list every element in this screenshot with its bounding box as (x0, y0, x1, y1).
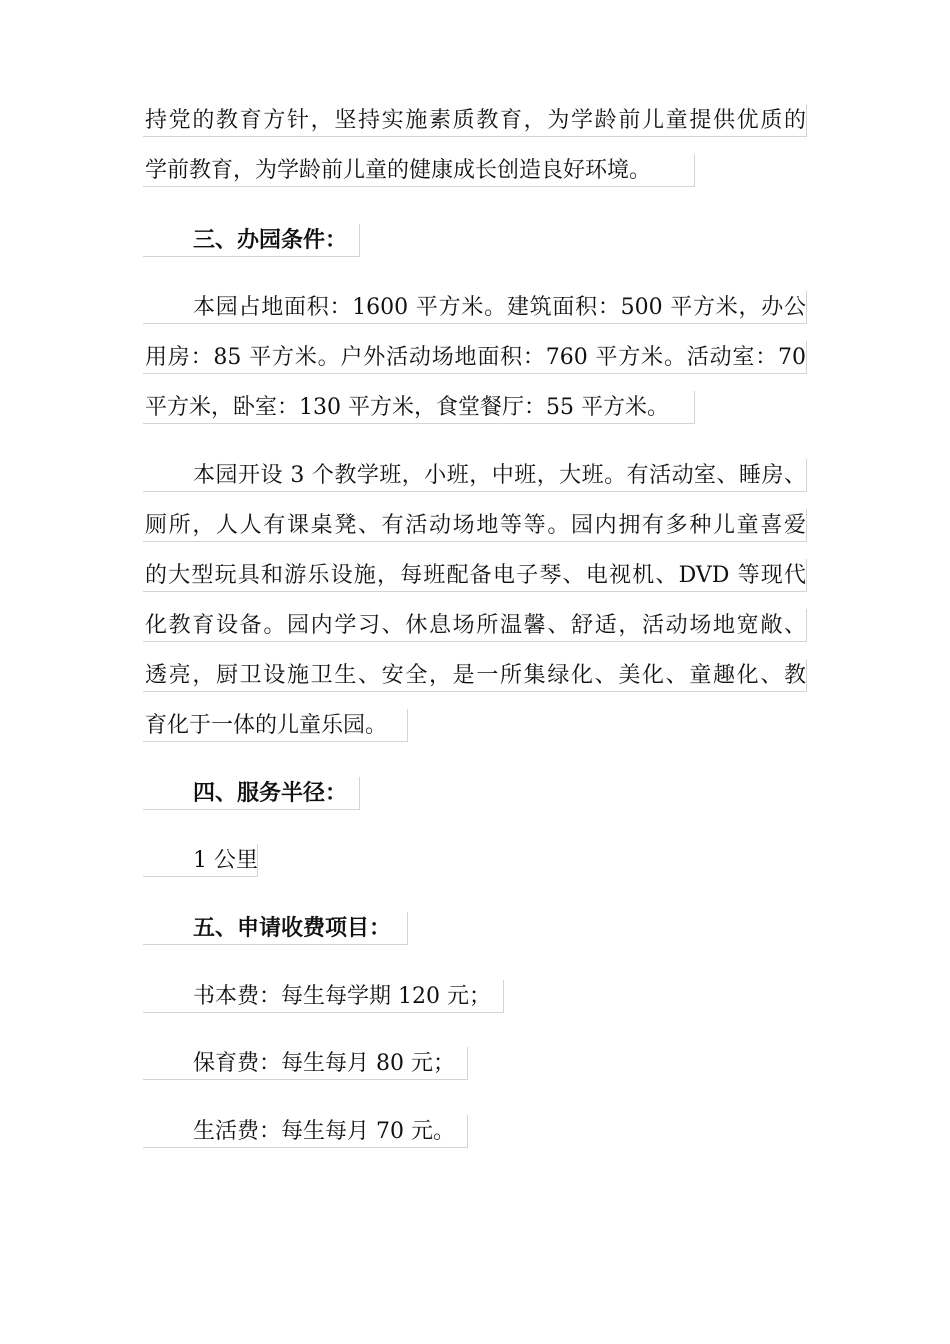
section-heading: 三、办园条件： (143, 224, 360, 257)
paragraph-line: 平方米，卧室：130 平方米，食堂餐厅：55 平方米。 (143, 391, 695, 424)
fee-item: 保育费：每生每月 80 元； (143, 1047, 468, 1080)
paragraph-line: 化教育设备。园内学习、休息场所温馨、舒适，活动场地宽敞、 (143, 609, 807, 642)
paragraph-line: 本园开设 3 个教学班，小班，中班，大班。有活动室、睡房、 (143, 459, 807, 492)
section-heading: 四、服务半径： (143, 777, 360, 810)
paragraph-line: 的大型玩具和游乐设施，每班配备电子琴、电视机、DVD 等现代 (143, 559, 807, 592)
fee-item: 生活费：每生每月 70 元。 (143, 1115, 468, 1148)
intro-line: 持党的教育方针，坚持实施素质教育，为学龄前儿童提供优质的 (143, 104, 807, 137)
intro-line: 学前教育，为学龄前儿童的健康成长创造良好环境。 (143, 154, 695, 187)
section-heading: 五、申请收费项目： (143, 912, 408, 945)
paragraph-line: 本园占地面积：1600 平方米。建筑面积：500 平方米，办公 (143, 291, 807, 324)
paragraph-line: 透亮，厨卫设施卫生、安全，是一所集绿化、美化、童趣化、教 (143, 659, 807, 692)
paragraph-line: 育化于一体的儿童乐园。 (143, 709, 408, 742)
paragraph-line: 厕所，人人有课桌凳、有活动场地等等。园内拥有多种儿童喜爱 (143, 509, 807, 542)
service-radius-value: 1 公里 (143, 844, 258, 877)
fee-item: 书本费：每生每学期 120 元； (143, 980, 504, 1013)
paragraph-line: 用房：85 平方米。户外活动场地面积：760 平方米。活动室：70 (143, 341, 807, 374)
